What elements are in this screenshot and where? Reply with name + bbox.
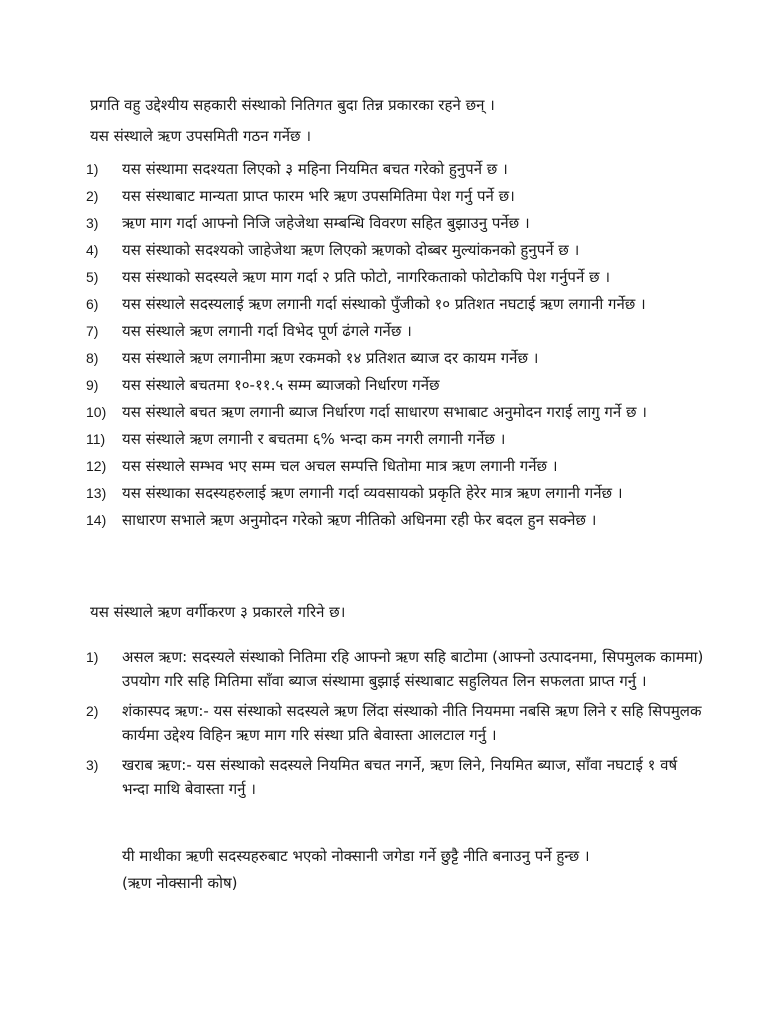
list-item-number: 9) xyxy=(86,377,99,393)
list-item-number: 6) xyxy=(86,296,99,312)
list-item xyxy=(86,265,706,289)
list-item-number: 14) xyxy=(86,512,107,528)
list-item-text: साधारण सभाले ऋण अनुमोदन गरेको ऋण नीतिको अधिनमा रही फेर बदल हुन सक्नेछ । xyxy=(122,511,597,529)
list-item xyxy=(86,427,706,451)
subcommittee-line: यस संस्थाले ऋण उपसमिती गठन गर्नेछ । xyxy=(90,127,312,145)
closing-line: यी माथीका ऋणी सदस्यहरुबाट भएको नोक्सानी जगेडा गर्ने छुट्टै नीति बनाउनु पर्ने हुन्छ । xyxy=(122,847,590,865)
list-item-number: 1) xyxy=(86,161,99,177)
loan-rules-list xyxy=(86,157,706,535)
list-item-number: 1) xyxy=(86,649,99,665)
list-item-number: 13) xyxy=(86,485,107,501)
list-item-number: 8) xyxy=(86,350,99,366)
list-item-text: यस संस्थाले ऋण लगानी गर्दा विभेद पूर्ण ढंगले गर्नेछ । xyxy=(122,322,412,340)
list-item xyxy=(86,699,706,747)
list-item-text: यस संस्थाबाट मान्यता प्राप्त फारम भरि ऋण उपसमितिमा पेश गर्नु पर्ने छ। xyxy=(122,187,515,205)
list-item xyxy=(86,508,706,532)
fund-note: (ऋण नोक्सानी कोष) xyxy=(122,874,238,892)
list-item-text: असल ऋण: सदस्यले संस्थाको नितिमा रहि आफ्नो ऋण सहि बाटोमा (आफ्नो उत्पादनमा, सिपमुलक काममा) उपयोग गरि सहि मितिमा साँवा ब्याज संस्थामा बुझाई संस्थाबाट सहुलियत लिन सफलता प्राप्त गर्नु । xyxy=(122,648,704,690)
list-item xyxy=(86,184,706,208)
classification-line: यस संस्थाले ऋण वर्गीकरण ३ प्रकारले गरिने छ। xyxy=(90,603,346,621)
list-item-text: यस संस्थाको सदश्यको जाहेजेथा ऋण लिएको ऋणको दोब्बर मुल्यांकनको हुनुपर्ने छ । xyxy=(122,241,580,259)
list-item-number: 2) xyxy=(86,703,99,719)
list-item xyxy=(86,319,706,343)
list-item xyxy=(86,645,706,693)
list-item xyxy=(86,481,706,505)
list-item-text: यस संस्थाले सदस्यलाई ऋण लगानी गर्दा संस्थाको पुँजीको १० प्रतिशत नघटाई ऋण लगानी गर्नेछ । xyxy=(122,295,646,313)
list-item xyxy=(86,238,706,262)
list-item-text: खराब ऋण:- यस संस्थाको सदस्यले नियमित बचत नगर्ने, ऋण लिने, नियमित ब्याज, साँवा नघटाई १ वर्ष भन्दा माथि बेवास्ता गर्नु । xyxy=(122,756,678,798)
list-item-text: यस संस्थाले बचतमा १०-११.५ सम्म ब्याजको निर्धारण गर्नेछ xyxy=(122,376,440,394)
list-item-number: 12) xyxy=(86,458,107,474)
list-item xyxy=(86,454,706,478)
list-item-number: 2) xyxy=(86,188,99,204)
list-item xyxy=(86,157,706,181)
list-item-number: 3) xyxy=(86,757,99,773)
list-item-number: 3) xyxy=(86,215,99,231)
list-item-number: 10) xyxy=(86,404,107,420)
list-item-number: 5) xyxy=(86,269,99,285)
list-item xyxy=(86,753,706,801)
list-item-text: ऋण माग गर्दा आफ्नो निजि जहेजेथा सम्बन्धि विवरण सहित बुझाउनु पर्नेछ । xyxy=(122,214,530,232)
list-item-text: यस संस्थाले ऋण लगानी र बचतमा ६% भन्दा कम नगरी लगानी गर्नेछ । xyxy=(122,430,506,448)
list-item-number: 4) xyxy=(86,242,99,258)
list-item xyxy=(86,346,706,370)
list-item-text: यस संस्थाले ऋण लगानीमा ऋण रकमको १४ प्रतिशत ब्याज दर कायम गर्नेछ । xyxy=(122,349,539,367)
loan-types-list xyxy=(86,645,706,807)
list-item-number: 11) xyxy=(86,431,106,447)
list-item-text: यस संस्थाले सम्भव भए सम्म चल अचल सम्पत्ति धितोमा मात्र ऋण लगानी गर्नेछ । xyxy=(122,457,558,475)
list-item-text: यस संस्थामा सदश्यता लिएको ३ महिना नियमित बचत गरेको हुनुपर्ने छ । xyxy=(122,160,508,178)
list-item-text: यस संस्थाले बचत ऋण लगानी ब्याज निर्धारण गर्दा साधारण सभाबाट अनुमोदन गराई लागु गर्ने छ । xyxy=(122,403,647,421)
list-item-text: शंकास्पद ऋण:- यस संस्थाको सदस्यले ऋण लिंदा संस्थाको नीति नियममा नबसि ऋण लिने र सहि सिपमुलक कार्यमा उद्देश्य विहिन ऋण माग गरि संस्था प्रति बेवास्ता आलटाल गर्नु । xyxy=(122,702,702,744)
list-item-text: यस संस्थाका सदस्यहरुलाई ऋण लगानी गर्दा व्यवसायको प्रकृति हेरेर मात्र ऋण लगानी गर्नेछ । xyxy=(122,484,623,502)
intro-line: प्रगति वहु उद्देश्यीय सहकारी संस्थाको नितिगत बुदा तिन्न प्रकारका रहने छन् । xyxy=(90,96,495,114)
list-item xyxy=(86,400,706,424)
list-item xyxy=(86,373,706,397)
list-item xyxy=(86,292,706,316)
list-item-number: 7) xyxy=(86,323,99,339)
list-item xyxy=(86,211,706,235)
list-item-text: यस संस्थाको सदस्यले ऋण माग गर्दा २ प्रति फोटो, नागरिकताको फोटोकपि पेश गर्नुपर्ने छ । xyxy=(122,268,611,286)
